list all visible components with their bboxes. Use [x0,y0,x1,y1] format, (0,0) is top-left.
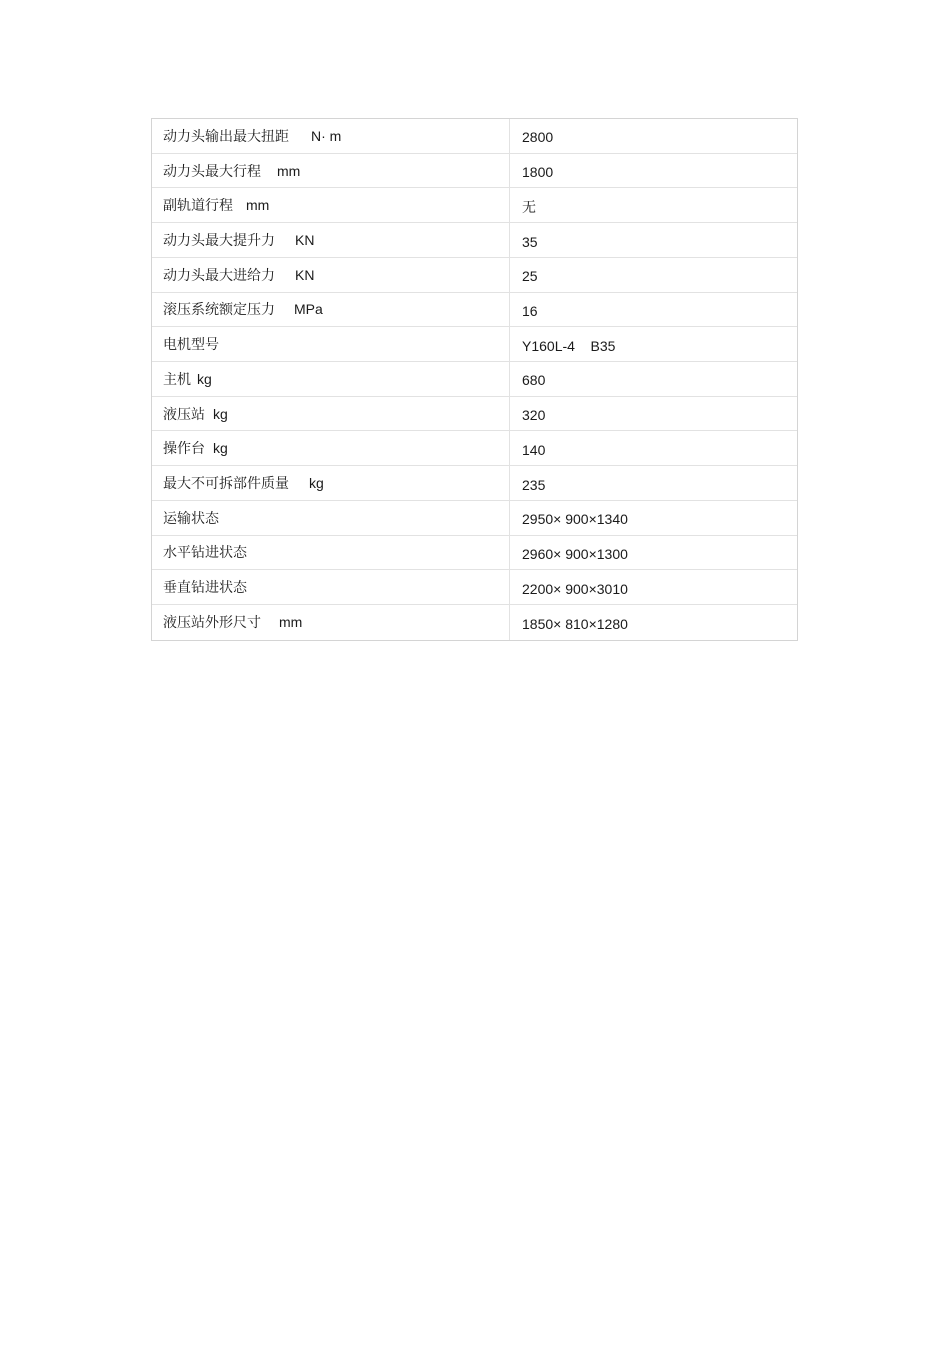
param-value-cell [510,119,797,153]
param-unit: kg [213,440,228,457]
param-label: 电机型号 [163,337,219,354]
table-row [152,466,797,501]
param-value-cell [510,431,797,465]
param-label: 水平钻进状态 [163,545,247,562]
param-unit: kg [197,370,212,387]
table-row [152,258,797,293]
table-row [152,397,797,432]
param-value-cell [510,293,797,327]
spec-table [151,118,798,641]
param-value: 25 [522,268,538,285]
table-row [152,362,797,397]
param-unit: MPa [294,301,323,318]
param-value-cell [510,536,797,570]
param-value-cell [510,362,797,396]
param-value: 35 [522,233,538,250]
table-row [152,119,797,154]
param-label-cell [152,536,510,570]
param-label-cell [152,258,510,292]
table-row [152,327,797,362]
param-label: 最大不可拆部件质量 [163,476,289,493]
param-label: 运输状态 [163,510,219,527]
param-label: 动力头最大提升力 [163,233,275,250]
param-value: 1800 [522,164,554,181]
param-label: 副轨道行程 [163,198,233,215]
param-value: 1850× 810×1280 [522,615,628,632]
param-label: 垂直钻进状态 [163,580,247,597]
param-unit: mm [279,614,303,631]
table-row [152,188,797,223]
param-label: 滚压系统额定压力 [163,302,275,319]
table-row [152,293,797,328]
param-unit: mm [246,197,270,214]
param-value-cell [510,188,797,222]
param-label-cell [152,605,510,640]
param-value-cell [510,466,797,500]
param-unit: kg [309,475,324,492]
param-value-cell [510,605,797,640]
param-value: 680 [522,372,546,389]
param-label-cell [152,466,510,500]
param-value: 140 [522,441,546,458]
param-label: 动力头最大行程 [163,163,261,180]
param-value: Y160L-4 B35 [522,337,616,354]
param-label-cell [152,154,510,188]
param-label-cell [152,501,510,535]
param-label: 操作台 [163,441,205,458]
param-label-cell [152,570,510,604]
param-label-cell [152,431,510,465]
table-row [152,154,797,189]
param-value: 16 [522,302,538,319]
table-row [152,536,797,571]
param-unit: N· m [311,127,342,144]
param-value-cell [510,154,797,188]
param-unit: KN [295,232,315,249]
param-label: 动力头最大进给力 [163,267,275,284]
param-label-cell [152,293,510,327]
param-label: 主机 [163,371,191,388]
param-value: 2200× 900×3010 [522,580,628,597]
param-label-cell [152,223,510,257]
param-value: 2800 [522,129,554,146]
param-value: 320 [522,407,546,424]
param-value-cell [510,327,797,361]
param-unit: mm [277,162,301,179]
table-row [152,501,797,536]
param-value-cell [510,223,797,257]
param-unit: KN [295,266,315,283]
param-value: 2950× 900×1340 [522,511,628,528]
param-label: 动力头输出最大扭距 [163,128,289,145]
table-row [152,605,797,640]
param-label-cell [152,188,510,222]
param-label-cell [152,327,510,361]
param-value-cell [510,397,797,431]
param-value-cell [510,570,797,604]
param-value-cell [510,501,797,535]
param-label: 液压站 [163,406,205,423]
table-row [152,223,797,258]
param-label-cell [152,362,510,396]
param-value: 2960× 900×1300 [522,545,628,562]
param-label-cell [152,397,510,431]
param-label-cell [152,119,510,153]
param-value: 无 [522,198,536,215]
param-value: 235 [522,476,546,493]
table-row [152,570,797,605]
table-row [152,431,797,466]
param-label: 液压站外形尺寸 [163,615,261,632]
param-unit: kg [213,405,228,422]
param-value-cell [510,258,797,292]
